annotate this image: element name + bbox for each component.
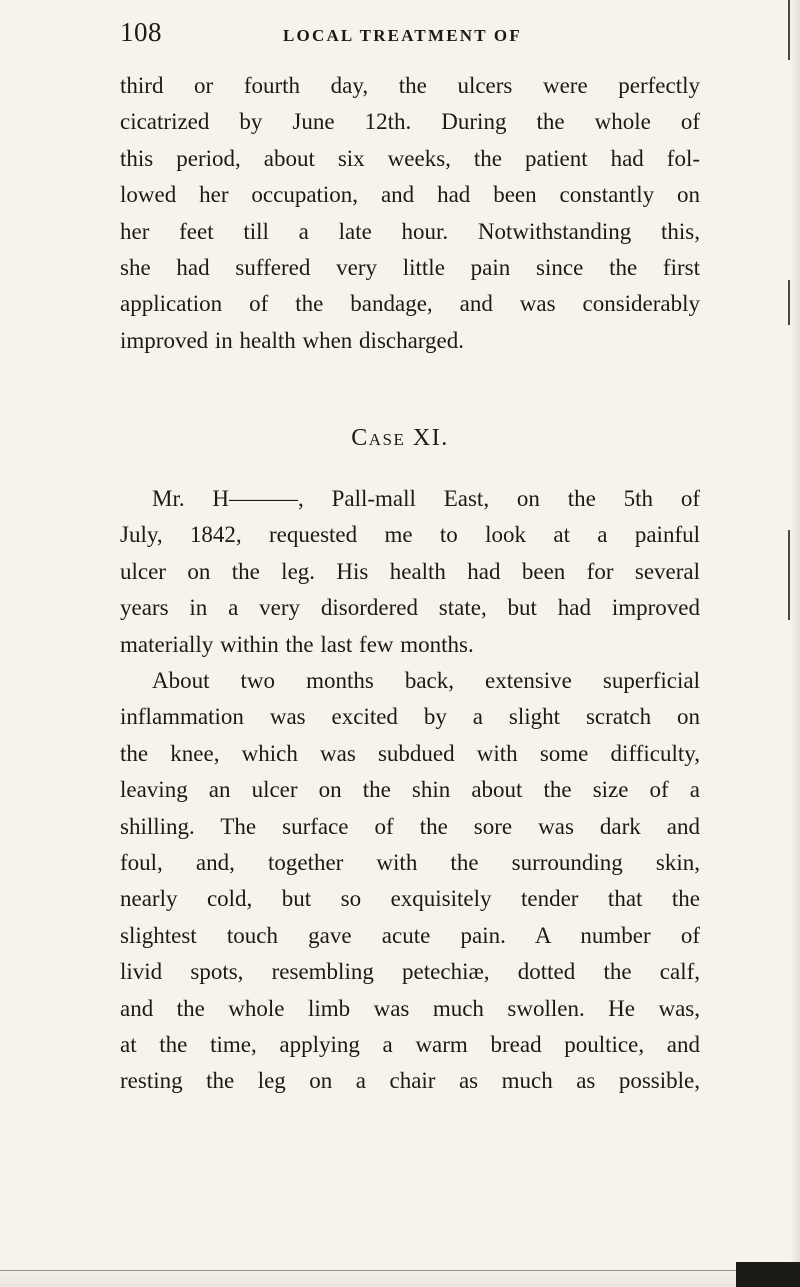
page-edge-mark: [788, 280, 790, 325]
text-line: at the time, applying a warm bread poultice, and: [120, 1031, 700, 1057]
text-line: and the whole limb was much swollen. He was,: [120, 995, 700, 1021]
text-line: materially within the last few months.: [120, 631, 474, 657]
text-line: lowed her occupation, and had been constantly on: [120, 182, 700, 208]
case-heading-text: Case XI.: [351, 425, 449, 451]
text-line: foul, and, together with the surrounding skin,: [120, 849, 700, 875]
running-title: LOCAL TREATMENT OF: [283, 26, 522, 45]
running-head: [0, 17, 800, 53]
text-line: inflammation was excited by a slight scratch on: [120, 704, 700, 730]
page-edge-mark: [788, 530, 790, 620]
text-line: third or fourth day, the ulcers were perfectly: [120, 73, 700, 98]
text-line: this period, about six weeks, the patient had fol-: [120, 145, 700, 171]
text-line: ulcer on the leg. His health had been for several: [120, 558, 700, 584]
text-line: leaving an ulcer on the shin about the size of a: [120, 777, 700, 803]
page-number: 108: [120, 17, 162, 47]
page-bottom-rule: [0, 1270, 736, 1271]
text-line: the knee, which was subdued with some difficulty,: [120, 740, 700, 766]
text-line: improved in health when discharged.: [120, 327, 465, 353]
case-heading: [0, 425, 800, 452]
text-line: her feet till a late hour. Notwithstanding this,: [120, 218, 700, 244]
text-line: nearly cold, but so exquisitely tender that the: [120, 886, 700, 912]
text-line: resting the leg on a chair as much as possible,: [120, 1068, 700, 1094]
text-line: shilling. The surface of the sore was dark and: [120, 813, 700, 839]
text-line: Mr. H———, Pall-mall East, on the 5th of: [152, 486, 700, 511]
text-line: livid spots, resembling petechiæ, dotted the calf,: [120, 959, 700, 985]
case-paragraph-2: [120, 663, 700, 1100]
paragraph-continued: [120, 68, 700, 359]
text-line: application of the bandage, and was considerably: [120, 291, 700, 317]
text-line: slightest touch gave acute pain. A number of: [120, 922, 700, 948]
text-line: she had suffered very little pain since the first: [120, 254, 700, 280]
text-line: About two months back, extensive superficial: [152, 668, 700, 693]
page-edge-shadow: [790, 0, 800, 1287]
page-corner-block: [736, 1262, 800, 1287]
text-line: years in a very disordered state, but had improved: [120, 595, 700, 621]
text-line: cicatrized by June 12th. During the whole of: [120, 109, 700, 135]
case-paragraph-1: [120, 481, 700, 663]
text-line: July, 1842, requested me to look at a painful: [120, 522, 700, 548]
page-edge-mark: [788, 0, 790, 60]
